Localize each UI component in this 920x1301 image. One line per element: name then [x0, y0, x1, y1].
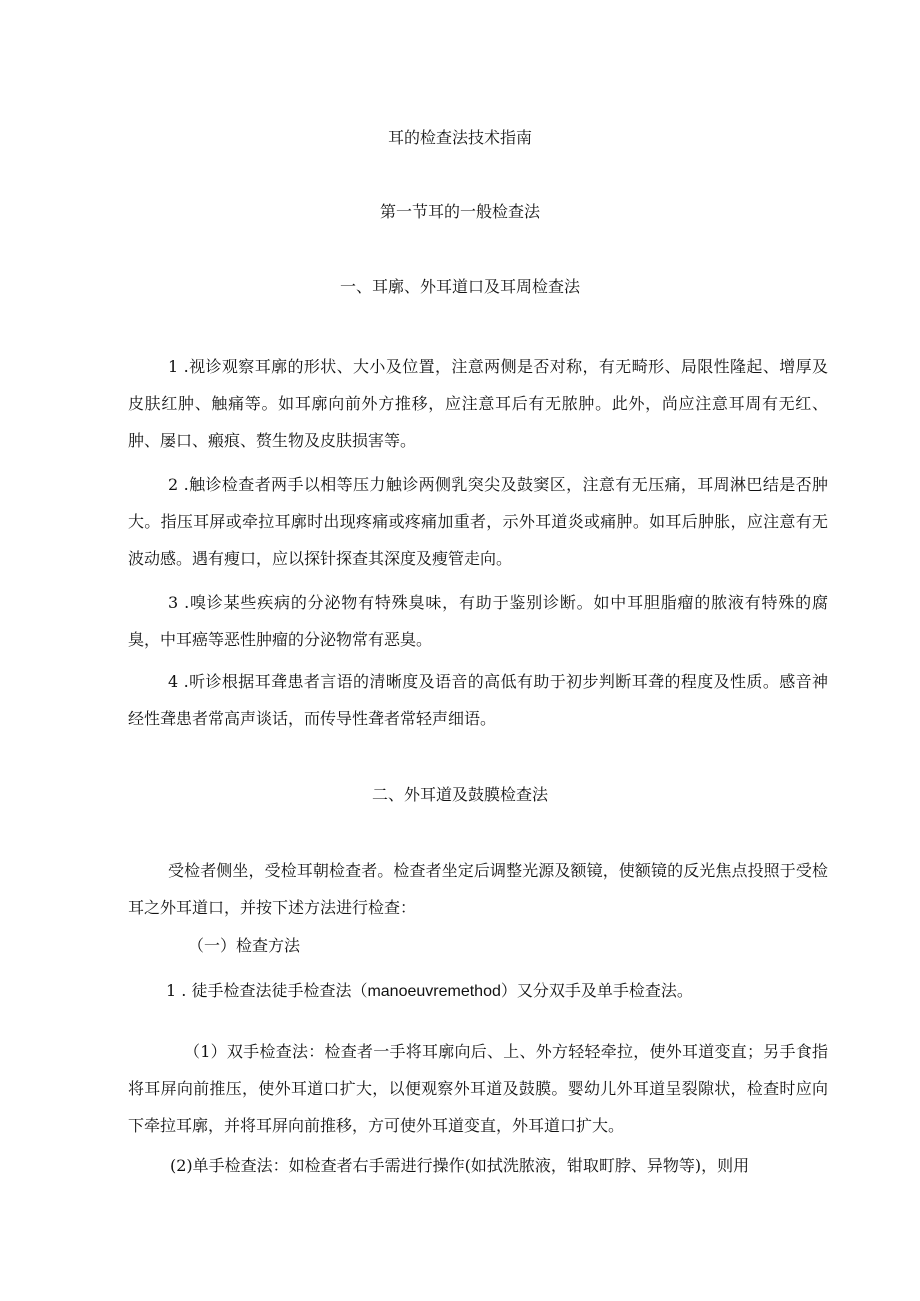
list-item-4: 4 .听诊根据耳聋患者言语的清晰度及语音的高低有助于初步判断耳聋的程度及性质。感音神经性聋患者常高声谈话，而传导性聋者常轻声细语。: [128, 672, 828, 728]
list-item-2: 2 .触诊检查者两手以相等压力触诊两侧乳突尖及鼓窦区，注意有无压痛，耳周淋巴结是否肿大。指压耳屏或牵拉耳廓时出现疼痛或疼痛加重者，示外耳道炎或痛肿。如耳后肿胀，应注意有无波动感。遇有瘦口，应以探针探查其深度及瘦管走向。: [128, 475, 828, 568]
list-item-3: 3 .嗅诊某些疾病的分泌物有特殊臭味，有助于鉴别诊断。如中耳胆脂瘤的脓液有特殊的腐臭，中耳癌等恶性肿瘤的分泌物常有恶臭。: [128, 593, 828, 649]
intro-paragraph: 受检者侧坐，受检耳朝检查者。检查者坐定后调整光源及额镜，使额镜的反光焦点投照于受检耳之外耳道口，并按下述方法进行检查：: [128, 861, 828, 917]
subsection-title-1: 一、耳廓、外耳道口及耳周检查法: [339, 277, 580, 296]
list-item-1: 1 .视诊观察耳廓的形状、大小及位置，注意两侧是否对称，有无畸形、局限性隆起、增厚及皮肤红肿、触痛等。如耳廓向前外方推移，应注意耳后有无脓肿。此外，尚应注意耳周有无红、肿、屡口、瘢痕、赘生物及皮肤损害等。: [128, 357, 828, 450]
method-1-2-paragraph: (2)单手检查法：如检查者右手需进行操作(如拭洗脓液，钳取町脖、异物等)，则用: [170, 1156, 750, 1175]
section-title: 第一节耳的一般检查法: [379, 202, 540, 221]
method-1-term: manoeuvremethod: [367, 983, 501, 1000]
method-1-1-paragraph: （1）双手检查法：检查者一手将耳廓向后、上、外方轻轻牵拉，使外耳道变直；另手食指将耳屏向前推压，使外耳道口扩大，以便观察外耳道及鼓膜。婴幼儿外耳道呈裂隙状，检查时应向下牵拉耳廓，并将耳屏向前推移，方可使外耳道变直，外耳道口扩大。: [128, 1042, 828, 1135]
method-1-heading: [166, 980, 693, 1003]
subsection-title-2: 二、外耳道及鼓膜检查法: [371, 785, 548, 804]
methods-heading: （一）检查方法: [188, 936, 301, 955]
document-title: 耳的检查法技术指南: [387, 128, 532, 147]
method-1-prefix: 1 . 徒手检查法徒手检查法（: [166, 981, 368, 1000]
method-1-suffix: ）又分双手及单手检查法。: [500, 981, 693, 1000]
